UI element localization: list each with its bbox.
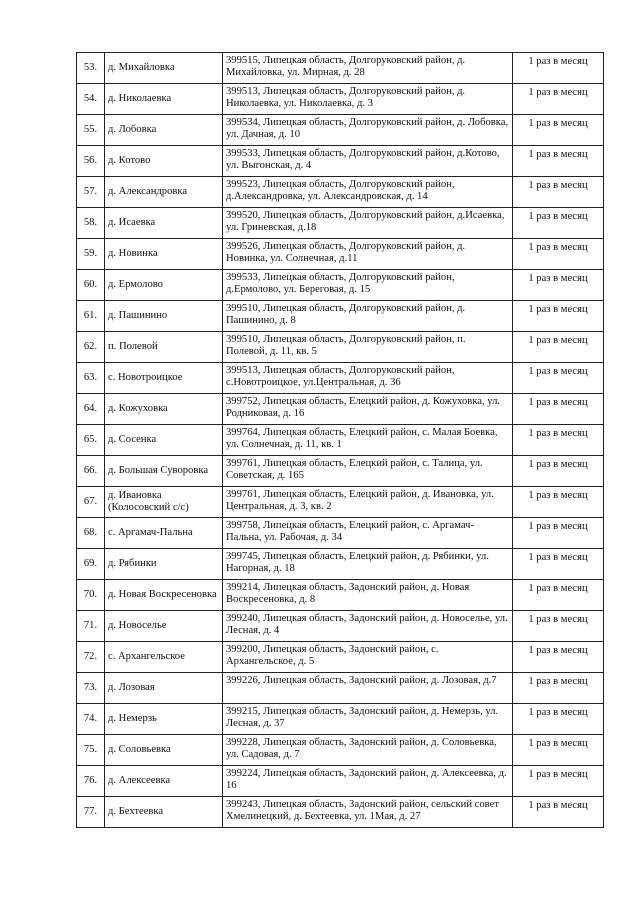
settlement-name: д. Алексеевка [105,766,223,797]
row-number: 64. [77,394,105,425]
row-number: 53. [77,53,105,84]
address-cell: 399513, Липецкая область, Долгоруковский район, с.Новотроицкое, ул.Центральная, д. 36 [223,363,513,394]
settlement-name: д. Новая Воскресеновка [105,580,223,611]
frequency-cell: 1 раз в месяц [513,239,604,270]
document-page [76,52,603,828]
settlement-name: с. Новотроицкое [105,363,223,394]
row-number: 59. [77,239,105,270]
settlement-name: с. Архангельское [105,642,223,673]
row-number: 69. [77,549,105,580]
table-row [77,332,604,363]
frequency-cell: 1 раз в месяц [513,456,604,487]
settlement-name: д. Пашинино [105,301,223,332]
table-row [77,115,604,146]
settlement-name: д. Рябинки [105,549,223,580]
frequency-cell: 1 раз в месяц [513,735,604,766]
table-row [77,766,604,797]
address-cell: 399745, Липецкая область, Елецкий район, д. Рябинки, ул. Нагорная, д. 18 [223,549,513,580]
row-number: 71. [77,611,105,642]
frequency-cell: 1 раз в месяц [513,487,604,518]
table-row [77,425,604,456]
row-number: 77. [77,797,105,828]
row-number: 55. [77,115,105,146]
row-number: 76. [77,766,105,797]
table-row [77,580,604,611]
frequency-cell: 1 раз в месяц [513,549,604,580]
frequency-cell: 1 раз в месяц [513,611,604,642]
frequency-cell: 1 раз в месяц [513,332,604,363]
address-cell: 399523, Липецкая область, Долгоруковский район, д.Александровка, ул. Александровская, д. 14 [223,177,513,208]
frequency-cell: 1 раз в месяц [513,704,604,735]
frequency-cell: 1 раз в месяц [513,797,604,828]
address-cell: 399761, Липецкая область, Елецкий район, с. Талица, ул. Советская, д. 165 [223,456,513,487]
settlement-name: д. Ермолово [105,270,223,301]
table-row [77,84,604,115]
address-cell: 399224, Липецкая область, Задонский район, д. Алексеевка, д. 16 [223,766,513,797]
address-cell: 399764, Липецкая область, Елецкий район, с. Малая Боевка, ул. Солнечная, д. 11, кв. 1 [223,425,513,456]
row-number: 60. [77,270,105,301]
address-cell: 399513, Липецкая область, Долгоруковский район, д. Николаевка, ул. Николаевка, д. 3 [223,84,513,115]
table-row [77,394,604,425]
settlement-name: д. Лозовая [105,673,223,704]
address-cell: 399515, Липецкая область, Долгоруковский район, д. Михайловка, ул. Мирная, д. 28 [223,53,513,84]
row-number: 70. [77,580,105,611]
table-row [77,518,604,549]
frequency-cell: 1 раз в месяц [513,766,604,797]
row-number: 72. [77,642,105,673]
table-row [77,704,604,735]
row-number: 65. [77,425,105,456]
table-row [77,208,604,239]
table-row [77,363,604,394]
locations-table [76,52,604,828]
frequency-cell: 1 раз в месяц [513,363,604,394]
settlement-name: д. Котово [105,146,223,177]
frequency-cell: 1 раз в месяц [513,518,604,549]
address-cell: 399761, Липецкая область, Елецкий район, д. Ивановка, ул. Центральная, д. 3, кв. 2 [223,487,513,518]
table-row [77,611,604,642]
table-row [77,239,604,270]
settlement-name: д. Большая Суворовка [105,456,223,487]
address-cell: 399533, Липецкая область, Долгоруковский район, д.Ермолово, ул. Береговая, д. 15 [223,270,513,301]
address-cell: 399752, Липецкая область, Елецкий район, д. Кожуховка, ул. Родниковая, д. 16 [223,394,513,425]
settlement-name: д. Кожуховка [105,394,223,425]
settlement-name: д. Александровка [105,177,223,208]
row-number: 75. [77,735,105,766]
settlement-name: п. Полевой [105,332,223,363]
row-number: 66. [77,456,105,487]
row-number: 54. [77,84,105,115]
frequency-cell: 1 раз в месяц [513,673,604,704]
frequency-cell: 1 раз в месяц [513,642,604,673]
table-row [77,487,604,518]
row-number: 74. [77,704,105,735]
address-cell: 399510, Липецкая область, Долгоруковский район, п. Полевой, д. 11, кв. 5 [223,332,513,363]
address-cell: 399200, Липецкая область, Задонский район, с. Архангельское, д. 5 [223,642,513,673]
frequency-cell: 1 раз в месяц [513,115,604,146]
row-number: 68. [77,518,105,549]
table-row [77,53,604,84]
table-row [77,735,604,766]
table-row [77,146,604,177]
address-cell: 399510, Липецкая область, Долгоруковский район, д. Пашинино, д. 8 [223,301,513,332]
row-number: 62. [77,332,105,363]
row-number: 58. [77,208,105,239]
table-row [77,301,604,332]
settlement-name: с. Аргамач-Пальна [105,518,223,549]
address-cell: 399243, Липецкая область, Задонский район, сельский совет Хмелинецкий, д. Бехтеевка, ул. 1Мая, д. 27 [223,797,513,828]
address-cell: 399226, Липецкая область, Задонский район, д. Лозовая, д.7 [223,673,513,704]
address-cell: 399520, Липецкая область, Долгоруковский район, д.Исаевка, ул. Гриневская, д.18 [223,208,513,239]
address-cell: 399534, Липецкая область, Долгоруковский район, д. Лобовка, ул. Дачная, д. 10 [223,115,513,146]
row-number: 61. [77,301,105,332]
settlement-name: д. Новоселье [105,611,223,642]
address-cell: 399758, Липецкая область, Елецкий район, с. Аргамач-Пальна, ул. Рабочая, д. 34 [223,518,513,549]
table-row [77,549,604,580]
table-row [77,177,604,208]
table-row [77,642,604,673]
settlement-name: д. Исаевка [105,208,223,239]
address-cell: 399215, Липецкая область, Задонский район, д. Немерзь, ул. Лесная, д. 37 [223,704,513,735]
row-number: 67. [77,487,105,518]
row-number: 57. [77,177,105,208]
settlement-name: д. Михайловка [105,53,223,84]
frequency-cell: 1 раз в месяц [513,53,604,84]
row-number: 63. [77,363,105,394]
frequency-cell: 1 раз в месяц [513,301,604,332]
settlement-name: д. Соловьевка [105,735,223,766]
table-row [77,456,604,487]
frequency-cell: 1 раз в месяц [513,208,604,239]
table-row [77,673,604,704]
row-number: 73. [77,673,105,704]
frequency-cell: 1 раз в месяц [513,270,604,301]
settlement-name: д. Новинка [105,239,223,270]
settlement-name: д. Лобовка [105,115,223,146]
address-cell: 399228, Липецкая область, Задонский район, д. Соловьевка, ул. Садовая, д. 7 [223,735,513,766]
settlement-name: д. Николаевка [105,84,223,115]
settlement-name: д. Бехтеевка [105,797,223,828]
table-body [77,53,604,828]
table-row [77,270,604,301]
settlement-name: д. Немерзь [105,704,223,735]
address-cell: 399526, Липецкая область, Долгоруковский район, д. Новинка, ул. Солнечная, д.11 [223,239,513,270]
frequency-cell: 1 раз в месяц [513,84,604,115]
address-cell: 399240, Липецкая область, Задонский район, д. Новоселье, ул. Лесная, д. 4 [223,611,513,642]
frequency-cell: 1 раз в месяц [513,580,604,611]
frequency-cell: 1 раз в месяц [513,425,604,456]
frequency-cell: 1 раз в месяц [513,177,604,208]
address-cell: 399533, Липецкая область, Долгоруковский район, д.Котово, ул. Выгонская, д. 4 [223,146,513,177]
settlement-name: д. Ивановка (Колосовский с/с) [105,487,223,518]
settlement-name: д. Сосенка [105,425,223,456]
frequency-cell: 1 раз в месяц [513,394,604,425]
address-cell: 399214, Липецкая область, Задонский район, д. Новая Воскресеновка, д. 8 [223,580,513,611]
table-row [77,797,604,828]
frequency-cell: 1 раз в месяц [513,146,604,177]
row-number: 56. [77,146,105,177]
